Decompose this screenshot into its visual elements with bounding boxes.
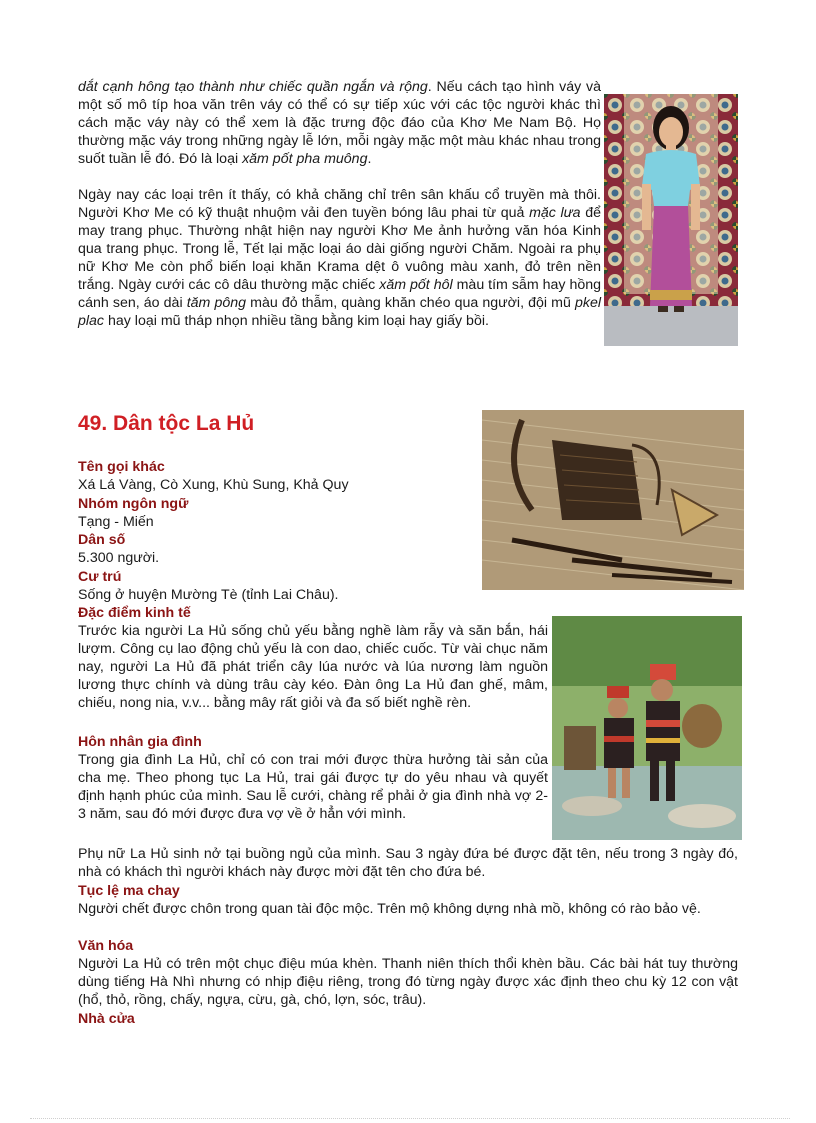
marriage-paragraph: Trong gia đình La Hủ, chỉ có con trai mới được thừa hưởng tài sản của cha mẹ. Theo phong tục La Hủ, trai gái được tự do yêu nhau và quyết định hạnh phúc của mình. Sau lễ cưới, chàng rể phải ở gia đình nhà vợ 2-3 năm, sau đó mới được đưa vợ về ở hẳn với mình. [78,752,548,822]
language-group-value: Tạng - Miến [78,514,154,530]
residence-value: Sống ở huyện Mường Tè (tỉnh Lai Châu). [78,587,339,603]
khmer-woman-photo [604,94,738,346]
house-heading: Nhà cửa [78,1011,135,1027]
la-hu-people-illustration [552,616,742,840]
residence-heading: Cư trú [78,569,122,585]
other-names-heading: Tên gọi khác [78,459,165,475]
intro-paragraph-2: Ngày nay các loại trên ít thấy, có khả chăng chỉ trên sân khấu cổ truyền mà thôi. Người Khơ Me có kỹ thuật nhuộm vải đen tuyền bóng lâu phai từ quả mặc lưa để may trang phục. Thường nhật hiện nay người Khơ Me ảnh hưởng văn hóa Kinh qua trang phục. Trong lễ, Tết lại mặc loại áo dài giống người Chăm. Ngoài ra phụ nữ Khơ Me còn phổ biến loại khăn Krama dệt ô vuông màu xanh, đỏ trên nền trắng. Ngày cưới các cô dâu thường mặc chiếc xăm pốt hôl màu tím sẫm hay hồng cánh sen, áo dài tăm pông màu đỏ thẫm, quàng khăn chéo qua người, đội mũ pkel plac hay loại mũ tháp nhọn nhiều tầng bằng kim loại hay giấy bồi. [78,187,602,329]
birth-paragraph: Phụ nữ La Hủ sinh nở tại buồng ngủ của mình. Sau 3 ngày đứa bé được đặt tên, nếu trong 3 ngày đó, nhà có khách thì người khách này được mời đặt tên cho đứa bé. [78,846,738,880]
economy-heading: Đặc điểm kinh tế [78,605,191,621]
page-bottom-divider [30,1118,790,1119]
economy-paragraph: Trước kia người La Hủ sống chủ yếu bằng nghề làm rẫy và săn bắn, hái lượm. Công cụ lao động chủ yếu là con dao, chiếc cuốc. Từ vài chục năm nay, người La Hủ đã phát triển cây lúa nước và lúa nương làm nguồn lương thực chính và dùng trâu cày kéo. Đàn ông La Hủ đan ghế, mâm, chiếu, nong nia, v.v... bằng mây rất giỏi và đa số biết nghề rèn. [78,623,548,711]
language-group-heading: Nhóm ngôn ngữ [78,496,189,512]
population-heading: Dân số [78,532,126,548]
la-hu-people-photo [552,616,742,840]
culture-paragraph: Người La Hủ có trên một chục điệu múa khèn. Thanh niên thích thổi khèn bầu. Các bài hát tuy thường dùng tiếng Hà Nhì nhưng có nhịp điệu riêng, trong đó từng ngày được xác định theo chu kỳ 12 con vật (hổ, thỏ, rồng, chấy, ngựa, cừu, gà, chó, lợn, sóc, trâu). [78,956,738,1008]
marriage-heading: Hôn nhân gia đình [78,734,202,750]
culture-heading: Văn hóa [78,938,134,954]
funeral-paragraph: Người chết được chôn trong quan tài độc mộc. Trên mộ không dựng nhà mồ, không có rào bảo vệ. [78,901,701,917]
tools-baskets-photo [482,410,744,590]
population-value: 5.300 người. [78,550,160,566]
khmer-woman-illustration [604,94,738,346]
tools-baskets-illustration [482,410,744,590]
other-names-value: Xá Lá Vàng, Cò Xung, Khù Sung, Khả Quy [78,477,349,493]
intro-paragraph-1: dắt cạnh hông tạo thành như chiếc quần ngắn và rộng. Nếu cách tạo hình váy và một số mô típ hoa văn trên váy có thể có sự tiếp xúc với các tộc người khác thì cách mặc váy này có thể xem là đặc trưng độc đáo của Khơ Me Nam Bộ. Họ thường mặc váy trong những ngày lễ lớn, mỗi ngày mặc một màu khác nhau trong suốt tuần lễ đó. Đó là loại xăm pốt pha muông. [78,79,601,167]
section-title: 49. Dân tộc La Hủ [78,412,255,435]
intro-italic-term: dắt cạnh hông tạo thành như chiếc quần ngắn và rộng [78,79,428,95]
funeral-heading: Tục lệ ma chay [78,883,180,899]
